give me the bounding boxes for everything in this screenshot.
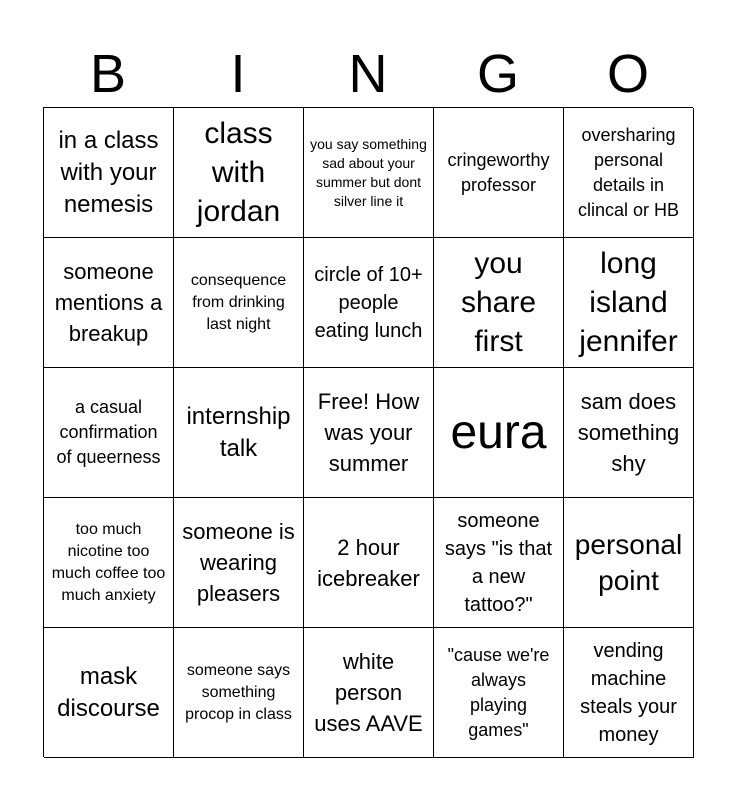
cell-text: internship talk bbox=[186, 402, 291, 462]
cell-text: you say something sad about your summer but dont silver line it bbox=[310, 135, 427, 209]
bingo-cell[interactable] bbox=[44, 368, 174, 498]
bingo-cell[interactable] bbox=[564, 368, 694, 498]
cell-text: in a class with your nemesis bbox=[58, 126, 159, 218]
header-letter-o: O bbox=[606, 44, 649, 104]
bingo-cell[interactable] bbox=[44, 108, 174, 238]
bingo-cell[interactable] bbox=[44, 498, 174, 628]
cell-text: long island jennifer bbox=[579, 247, 678, 358]
cell-text: oversharing personal details in clincal or HB bbox=[577, 124, 680, 220]
cell-text: someone says "is that a new tattoo?" bbox=[444, 509, 553, 616]
header-letter-n: N bbox=[348, 44, 388, 104]
cell-text: sam does something shy bbox=[577, 389, 680, 476]
cell-text: personal point bbox=[574, 528, 683, 596]
cell-text: consequence from drinking last night bbox=[190, 271, 287, 333]
bingo-cell[interactable] bbox=[564, 108, 694, 238]
cell-text: class with jordan bbox=[196, 117, 281, 228]
bingo-cell[interactable] bbox=[564, 498, 694, 628]
cell-text: someone is wearing pleasers bbox=[182, 519, 295, 606]
cell-text: "cause we're always playing games" bbox=[447, 644, 550, 740]
bingo-cell[interactable] bbox=[434, 108, 564, 238]
bingo-cell[interactable] bbox=[564, 238, 694, 368]
cell-text: circle of 10+ people eating lunch bbox=[314, 263, 423, 342]
cell-text: cringeworthy professor bbox=[447, 149, 550, 195]
cell-text: someone says something procop in class bbox=[185, 661, 292, 723]
bingo-cell[interactable] bbox=[564, 628, 694, 758]
cell-text: someone mentions a breakup bbox=[54, 259, 163, 346]
bingo-cell[interactable] bbox=[304, 238, 434, 368]
header-letter-g: G bbox=[476, 44, 519, 104]
header-letter-b: B bbox=[89, 44, 127, 104]
cell-text: you share first bbox=[460, 247, 537, 358]
bingo-cell[interactable] bbox=[174, 238, 304, 368]
bingo-cell[interactable] bbox=[304, 628, 434, 758]
bingo-grid bbox=[43, 107, 693, 757]
free-cell[interactable] bbox=[304, 368, 434, 498]
bingo-cell[interactable] bbox=[174, 368, 304, 498]
bingo-cell[interactable] bbox=[174, 108, 304, 238]
cell-text: white person uses AAVE bbox=[314, 649, 423, 736]
bingo-cell[interactable] bbox=[434, 498, 564, 628]
cell-text: vending machine steals your money bbox=[580, 639, 677, 746]
bingo-cell[interactable] bbox=[44, 628, 174, 758]
bingo-cell[interactable] bbox=[174, 498, 304, 628]
cell-text: too much nicotine too much coffee too much anxiety bbox=[51, 520, 166, 604]
bingo-cell[interactable] bbox=[434, 238, 564, 368]
bingo-cell[interactable] bbox=[434, 368, 564, 498]
bingo-header bbox=[43, 40, 693, 108]
bingo-cell[interactable] bbox=[304, 498, 434, 628]
cell-text: 2 hour icebreaker bbox=[317, 534, 420, 591]
cell-text: Free! How was your summer bbox=[317, 389, 420, 476]
header-letter-i: I bbox=[230, 44, 246, 104]
cell-text: mask discourse bbox=[57, 662, 160, 722]
bingo-cell[interactable] bbox=[434, 628, 564, 758]
bingo-cell[interactable] bbox=[304, 108, 434, 238]
bingo-cell[interactable] bbox=[174, 628, 304, 758]
cell-text: a casual confirmation of queerness bbox=[56, 397, 161, 467]
cell-text: eura bbox=[450, 405, 547, 459]
bingo-cell[interactable] bbox=[44, 238, 174, 368]
